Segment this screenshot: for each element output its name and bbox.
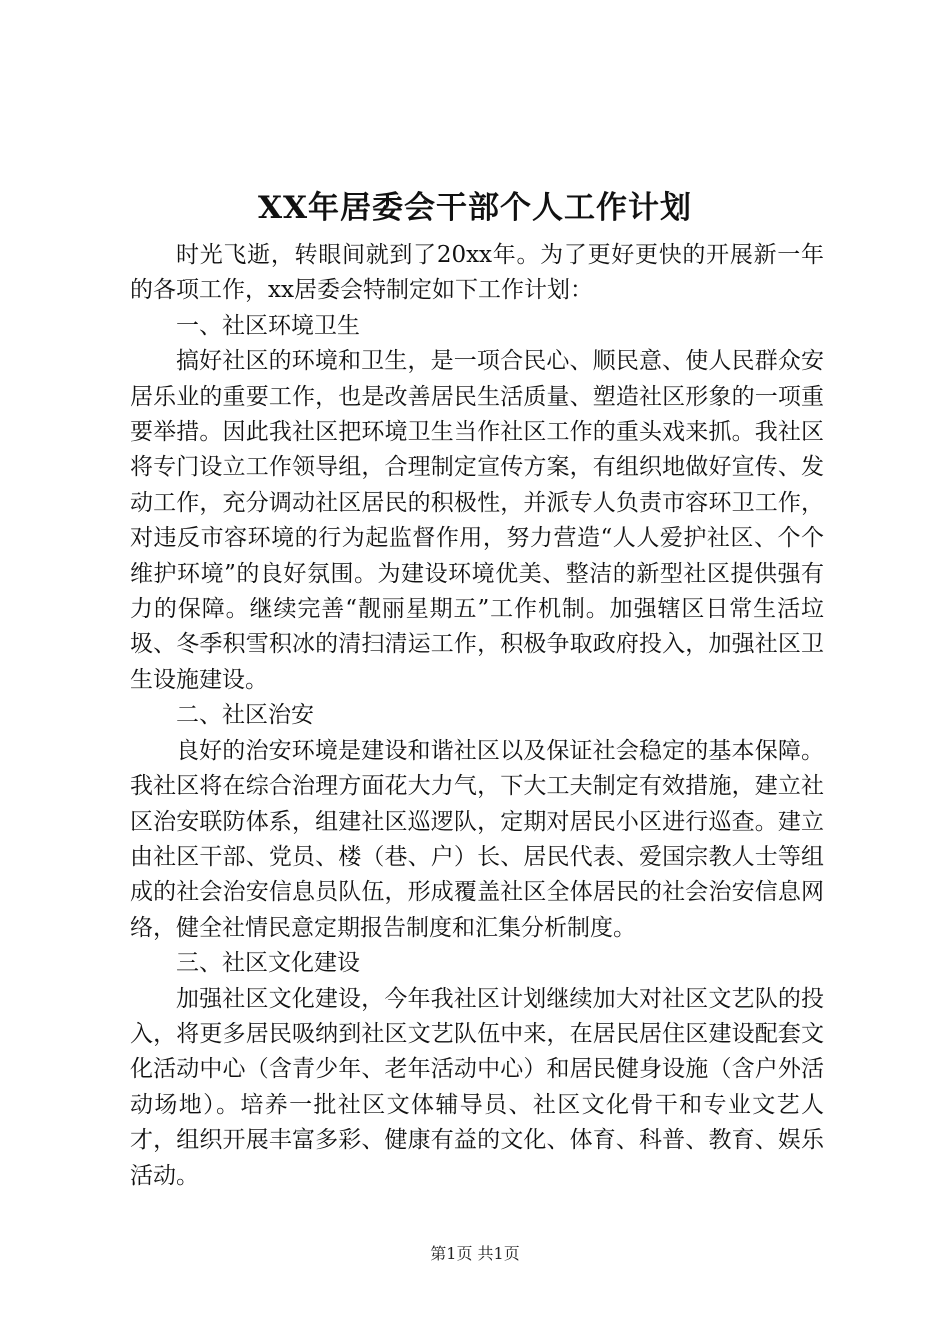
culture-paragraph: 加强社区文化建设，今年我社区计划继续加大对社区文艺队的投入，将更多居民吸纳到社区文艺队伍中来，在居民居住区建设配套文化活动中心（含青少年、老年活动中心）和居民健身设施（含户外活动场地）。培养一批社区文体辅导员、社区文化骨干和专业文艺人才，组织开展丰富多彩、健康有益的文化、体育、科普、教育、娱乐活动。 — [130, 985, 824, 1189]
security-paragraph: 良好的治安环境是建设和谐社区以及保证社会稳定的基本保障。我社区将在综合治理方面花大力气，下大工夫制定有效措施，建立社区治安联防体系，组建社区巡逻队，定期对居民小区进行巡查。建立由社区干部、党员、楼（巷、户）长、居民代表、爱国宗教人士等组成的社会治安信息员队伍，形成覆盖社区全体居民的社会治安信息网络，健全社情民意定期报告制度和汇集分析制度。 — [130, 737, 824, 941]
section-heading-environment: 一、社区环境卫生 — [176, 312, 360, 339]
document-body — [130, 238, 824, 1194]
document-title: XX年居委会干部个人工作计划 — [257, 190, 693, 226]
intro-paragraph: 时光飞逝，转眼间就到了20xx年。为了更好更快的开展新一年的各项工作，xx居委会特制定如下工作计划： — [130, 242, 824, 304]
section-heading-security: 二、社区治安 — [176, 702, 314, 729]
environment-paragraph: 搞好社区的环境和卫生，是一项合民心、顺民意、使人民群众安居乐业的重要工作，也是改善居民生活质量、塑造社区形象的一项重要举措。因此我社区把环境卫生当作社区工作的重头戏来抓。我社区将专门设立工作领导组，合理制定宣传方案，有组织地做好宣传、发动工作，充分调动社区居民的积极性，并派专人负责市容环卫工作，对违反市容环境的行为起监督作用，努力营造“人人爱护社区、个个维护环境”的良好氛围。为建设环境优美、整洁的新型社区提供强有力的保障。继续完善“靓丽星期五”工作机制。加强辖区日常生活垃圾、冬季积雪积冰的清扫清运工作，积极争取政府投入，加强社区卫生设施建设。 — [130, 348, 824, 693]
page-footer: 第1页 共1页 — [430, 1244, 520, 1263]
section-heading-culture: 三、社区文化建设 — [176, 950, 360, 977]
